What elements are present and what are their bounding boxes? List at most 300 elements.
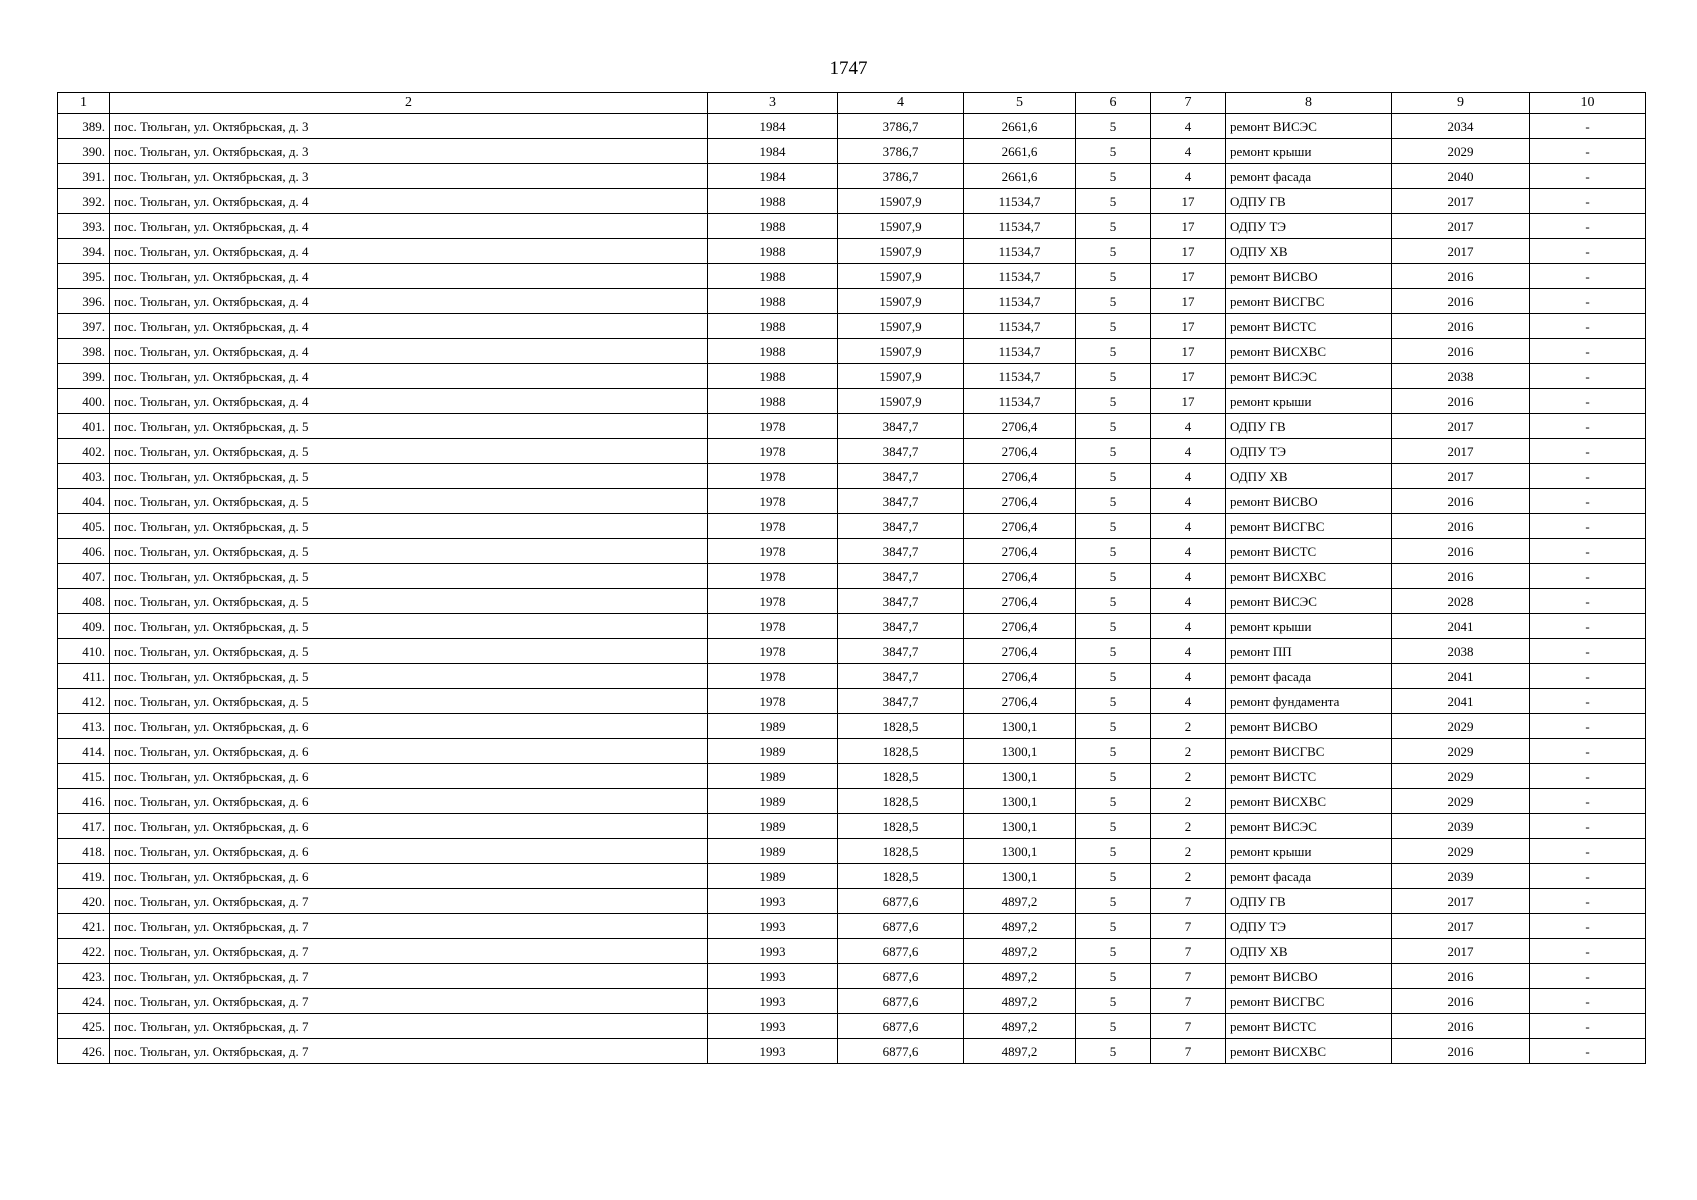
cell-address: пос. Тюльган, ул. Октябрьская, д. 5	[110, 439, 708, 464]
cell-planned-year: 2016	[1392, 514, 1530, 539]
cell-note: -	[1530, 764, 1646, 789]
cell-planned-year: 2029	[1392, 739, 1530, 764]
register-table	[57, 92, 1646, 1064]
cell-address: пос. Тюльган, ул. Октябрьская, д. 7	[110, 914, 708, 939]
cell-living-area: 2706,4	[964, 439, 1076, 464]
cell-year-built: 1989	[708, 714, 838, 739]
cell-row-number: 421.	[58, 914, 110, 939]
cell-living-area: 11534,7	[964, 214, 1076, 239]
cell-living-area: 1300,1	[964, 814, 1076, 839]
cell-living-area: 2661,6	[964, 139, 1076, 164]
cell-year-built: 1978	[708, 489, 838, 514]
cell-total-area: 15907,9	[838, 214, 964, 239]
cell-total-area: 3847,7	[838, 589, 964, 614]
cell-planned-year: 2041	[1392, 614, 1530, 639]
cell-planned-year: 2016	[1392, 964, 1530, 989]
cell-row-number: 422.	[58, 939, 110, 964]
cell-row-number: 400.	[58, 389, 110, 414]
cell-floors: 5	[1076, 289, 1151, 314]
cell-entrances: 4	[1151, 139, 1226, 164]
cell-floors: 5	[1076, 964, 1151, 989]
cell-floors: 5	[1076, 914, 1151, 939]
cell-total-area: 1828,5	[838, 789, 964, 814]
cell-address: пос. Тюльган, ул. Октябрьская, д. 5	[110, 639, 708, 664]
cell-year-built: 1978	[708, 539, 838, 564]
cell-year-built: 1993	[708, 1039, 838, 1064]
table-row	[58, 564, 1646, 589]
cell-total-area: 3847,7	[838, 489, 964, 514]
cell-note: -	[1530, 989, 1646, 1014]
cell-row-number: 403.	[58, 464, 110, 489]
cell-floors: 5	[1076, 639, 1151, 664]
table-row	[58, 914, 1646, 939]
cell-planned-year: 2040	[1392, 164, 1530, 189]
cell-living-area: 4897,2	[964, 989, 1076, 1014]
cell-entrances: 2	[1151, 714, 1226, 739]
cell-year-built: 1978	[708, 639, 838, 664]
cell-row-number: 401.	[58, 414, 110, 439]
cell-address: пос. Тюльган, ул. Октябрьская, д. 5	[110, 414, 708, 439]
cell-living-area: 4897,2	[964, 964, 1076, 989]
table-row	[58, 1039, 1646, 1064]
cell-living-area: 4897,2	[964, 939, 1076, 964]
cell-entrances: 17	[1151, 289, 1226, 314]
cell-planned-year: 2039	[1392, 864, 1530, 889]
cell-year-built: 1989	[708, 814, 838, 839]
cell-note: -	[1530, 639, 1646, 664]
cell-total-area: 3847,7	[838, 464, 964, 489]
cell-year-built: 1978	[708, 464, 838, 489]
cell-total-area: 6877,6	[838, 1014, 964, 1039]
cell-living-area: 1300,1	[964, 864, 1076, 889]
cell-row-number: 424.	[58, 989, 110, 1014]
cell-total-area: 15907,9	[838, 364, 964, 389]
column-header-9: 9	[1392, 93, 1530, 114]
cell-planned-year: 2016	[1392, 989, 1530, 1014]
cell-address: пос. Тюльган, ул. Октябрьская, д. 4	[110, 239, 708, 264]
cell-planned-year: 2028	[1392, 589, 1530, 614]
cell-entrances: 17	[1151, 214, 1226, 239]
cell-work-type: ремонт ВИСХВС	[1226, 564, 1392, 589]
table-row	[58, 289, 1646, 314]
cell-planned-year: 2034	[1392, 114, 1530, 139]
cell-address: пос. Тюльган, ул. Октябрьская, д. 3	[110, 114, 708, 139]
cell-living-area: 2706,4	[964, 664, 1076, 689]
cell-floors: 5	[1076, 364, 1151, 389]
cell-floors: 5	[1076, 539, 1151, 564]
cell-year-built: 1988	[708, 314, 838, 339]
cell-floors: 5	[1076, 839, 1151, 864]
cell-address: пос. Тюльган, ул. Октябрьская, д. 5	[110, 689, 708, 714]
cell-address: пос. Тюльган, ул. Октябрьская, д. 6	[110, 864, 708, 889]
cell-note: -	[1530, 739, 1646, 764]
cell-floors: 5	[1076, 989, 1151, 1014]
cell-note: -	[1530, 439, 1646, 464]
table-row	[58, 414, 1646, 439]
cell-entrances: 7	[1151, 1014, 1226, 1039]
cell-year-built: 1993	[708, 889, 838, 914]
cell-year-built: 1988	[708, 339, 838, 364]
cell-row-number: 397.	[58, 314, 110, 339]
cell-floors: 5	[1076, 714, 1151, 739]
register-body	[58, 114, 1646, 1064]
cell-planned-year: 2017	[1392, 464, 1530, 489]
cell-living-area: 11534,7	[964, 339, 1076, 364]
cell-year-built: 1984	[708, 139, 838, 164]
cell-living-area: 2706,4	[964, 689, 1076, 714]
cell-total-area: 1828,5	[838, 864, 964, 889]
cell-address: пос. Тюльган, ул. Октябрьская, д. 4	[110, 389, 708, 414]
cell-year-built: 1978	[708, 689, 838, 714]
cell-total-area: 1828,5	[838, 739, 964, 764]
cell-living-area: 1300,1	[964, 789, 1076, 814]
cell-row-number: 392.	[58, 189, 110, 214]
cell-address: пос. Тюльган, ул. Октябрьская, д. 6	[110, 764, 708, 789]
cell-living-area: 4897,2	[964, 1039, 1076, 1064]
cell-entrances: 7	[1151, 1039, 1226, 1064]
cell-row-number: 393.	[58, 214, 110, 239]
cell-floors: 5	[1076, 739, 1151, 764]
header-row	[58, 93, 1646, 114]
cell-total-area: 15907,9	[838, 289, 964, 314]
cell-entrances: 4	[1151, 614, 1226, 639]
cell-address: пос. Тюльган, ул. Октябрьская, д. 4	[110, 189, 708, 214]
cell-entrances: 17	[1151, 339, 1226, 364]
cell-total-area: 15907,9	[838, 264, 964, 289]
column-header-3: 3	[708, 93, 838, 114]
cell-address: пос. Тюльган, ул. Октябрьская, д. 5	[110, 564, 708, 589]
cell-planned-year: 2038	[1392, 364, 1530, 389]
cell-address: пос. Тюльган, ул. Октябрьская, д. 7	[110, 989, 708, 1014]
cell-planned-year: 2029	[1392, 139, 1530, 164]
cell-entrances: 4	[1151, 639, 1226, 664]
cell-work-type: ремонт ВИСХВС	[1226, 339, 1392, 364]
cell-year-built: 1988	[708, 189, 838, 214]
cell-total-area: 1828,5	[838, 839, 964, 864]
cell-row-number: 399.	[58, 364, 110, 389]
cell-address: пос. Тюльган, ул. Октябрьская, д. 4	[110, 289, 708, 314]
cell-total-area: 3847,7	[838, 614, 964, 639]
cell-floors: 5	[1076, 889, 1151, 914]
cell-living-area: 2706,4	[964, 539, 1076, 564]
column-header-8: 8	[1226, 93, 1392, 114]
cell-entrances: 7	[1151, 964, 1226, 989]
cell-work-type: ремонт ВИСВО	[1226, 489, 1392, 514]
cell-year-built: 1988	[708, 389, 838, 414]
cell-planned-year: 2029	[1392, 764, 1530, 789]
cell-year-built: 1978	[708, 514, 838, 539]
page-number: 1747	[829, 58, 868, 79]
cell-planned-year: 2016	[1392, 264, 1530, 289]
cell-entrances: 4	[1151, 464, 1226, 489]
cell-living-area: 4897,2	[964, 914, 1076, 939]
cell-living-area: 4897,2	[964, 1014, 1076, 1039]
cell-planned-year: 2017	[1392, 939, 1530, 964]
table-row	[58, 164, 1646, 189]
cell-living-area: 11534,7	[964, 239, 1076, 264]
cell-total-area: 15907,9	[838, 239, 964, 264]
table-row	[58, 1014, 1646, 1039]
cell-floors: 5	[1076, 389, 1151, 414]
cell-entrances: 17	[1151, 189, 1226, 214]
cell-note: -	[1530, 964, 1646, 989]
cell-work-type: ремонт крыши	[1226, 389, 1392, 414]
cell-row-number: 405.	[58, 514, 110, 539]
table-row	[58, 339, 1646, 364]
cell-total-area: 3847,7	[838, 514, 964, 539]
cell-row-number: 406.	[58, 539, 110, 564]
cell-note: -	[1530, 114, 1646, 139]
cell-address: пос. Тюльган, ул. Октябрьская, д. 7	[110, 964, 708, 989]
cell-living-area: 2706,4	[964, 614, 1076, 639]
cell-floors: 5	[1076, 239, 1151, 264]
table-row	[58, 314, 1646, 339]
cell-planned-year: 2016	[1392, 289, 1530, 314]
cell-floors: 5	[1076, 314, 1151, 339]
cell-work-type: ремонт ВИСТС	[1226, 314, 1392, 339]
cell-living-area: 2706,4	[964, 589, 1076, 614]
cell-note: -	[1530, 664, 1646, 689]
cell-work-type: ремонт крыши	[1226, 614, 1392, 639]
cell-entrances: 4	[1151, 689, 1226, 714]
cell-address: пос. Тюльган, ул. Октябрьская, д. 5	[110, 464, 708, 489]
cell-entrances: 4	[1151, 164, 1226, 189]
cell-note: -	[1530, 139, 1646, 164]
cell-planned-year: 2016	[1392, 539, 1530, 564]
cell-year-built: 1993	[708, 1014, 838, 1039]
cell-year-built: 1993	[708, 914, 838, 939]
cell-address: пос. Тюльган, ул. Октябрьская, д. 5	[110, 664, 708, 689]
cell-planned-year: 2016	[1392, 564, 1530, 589]
cell-floors: 5	[1076, 764, 1151, 789]
cell-note: -	[1530, 789, 1646, 814]
cell-total-area: 6877,6	[838, 939, 964, 964]
table-row	[58, 589, 1646, 614]
column-header-1: 1	[58, 93, 110, 114]
column-header-7: 7	[1151, 93, 1226, 114]
cell-total-area: 6877,6	[838, 889, 964, 914]
cell-row-number: 395.	[58, 264, 110, 289]
cell-living-area: 1300,1	[964, 739, 1076, 764]
cell-entrances: 17	[1151, 239, 1226, 264]
cell-total-area: 3847,7	[838, 689, 964, 714]
cell-year-built: 1989	[708, 764, 838, 789]
cell-row-number: 426.	[58, 1039, 110, 1064]
table-row	[58, 964, 1646, 989]
cell-planned-year: 2017	[1392, 439, 1530, 464]
cell-floors: 5	[1076, 464, 1151, 489]
cell-entrances: 4	[1151, 539, 1226, 564]
cell-entrances: 7	[1151, 989, 1226, 1014]
cell-planned-year: 2017	[1392, 214, 1530, 239]
cell-year-built: 1984	[708, 164, 838, 189]
cell-planned-year: 2029	[1392, 839, 1530, 864]
cell-year-built: 1978	[708, 664, 838, 689]
cell-total-area: 3847,7	[838, 414, 964, 439]
cell-planned-year: 2016	[1392, 389, 1530, 414]
cell-floors: 5	[1076, 514, 1151, 539]
cell-planned-year: 2016	[1392, 1039, 1530, 1064]
cell-living-area: 2661,6	[964, 114, 1076, 139]
cell-total-area: 3786,7	[838, 139, 964, 164]
cell-living-area: 2706,4	[964, 564, 1076, 589]
cell-entrances: 7	[1151, 939, 1226, 964]
cell-total-area: 6877,6	[838, 1039, 964, 1064]
table-row	[58, 764, 1646, 789]
cell-floors: 5	[1076, 1039, 1151, 1064]
cell-living-area: 2706,4	[964, 489, 1076, 514]
table-row	[58, 439, 1646, 464]
cell-note: -	[1530, 339, 1646, 364]
cell-planned-year: 2041	[1392, 689, 1530, 714]
cell-total-area: 3786,7	[838, 164, 964, 189]
cell-year-built: 1978	[708, 414, 838, 439]
cell-address: пос. Тюльган, ул. Октябрьская, д. 5	[110, 539, 708, 564]
cell-entrances: 2	[1151, 739, 1226, 764]
cell-floors: 5	[1076, 214, 1151, 239]
cell-row-number: 412.	[58, 689, 110, 714]
cell-year-built: 1978	[708, 614, 838, 639]
cell-floors: 5	[1076, 789, 1151, 814]
cell-address: пос. Тюльган, ул. Октябрьская, д. 6	[110, 714, 708, 739]
cell-entrances: 2	[1151, 789, 1226, 814]
cell-work-type: ОДПУ ГВ	[1226, 889, 1392, 914]
cell-work-type: ОДПУ ТЭ	[1226, 439, 1392, 464]
cell-entrances: 4	[1151, 489, 1226, 514]
table-row	[58, 239, 1646, 264]
column-header-2: 2	[110, 93, 708, 114]
cell-year-built: 1989	[708, 789, 838, 814]
cell-year-built: 1993	[708, 964, 838, 989]
cell-row-number: 425.	[58, 1014, 110, 1039]
cell-address: пос. Тюльган, ул. Октябрьская, д. 7	[110, 1014, 708, 1039]
cell-work-type: ремонт ВИСХВС	[1226, 789, 1392, 814]
cell-floors: 5	[1076, 814, 1151, 839]
cell-address: пос. Тюльган, ул. Октябрьская, д. 7	[110, 1039, 708, 1064]
cell-row-number: 407.	[58, 564, 110, 589]
cell-living-area: 1300,1	[964, 714, 1076, 739]
cell-address: пос. Тюльган, ул. Октябрьская, д. 5	[110, 514, 708, 539]
cell-floors: 5	[1076, 339, 1151, 364]
cell-note: -	[1530, 1039, 1646, 1064]
cell-row-number: 396.	[58, 289, 110, 314]
cell-row-number: 389.	[58, 114, 110, 139]
cell-work-type: ОДПУ ГВ	[1226, 414, 1392, 439]
cell-living-area: 4897,2	[964, 889, 1076, 914]
cell-floors: 5	[1076, 164, 1151, 189]
cell-row-number: 398.	[58, 339, 110, 364]
cell-address: пос. Тюльган, ул. Октябрьская, д. 6	[110, 814, 708, 839]
cell-work-type: ремонт ВИСГВС	[1226, 514, 1392, 539]
cell-year-built: 1978	[708, 439, 838, 464]
cell-entrances: 7	[1151, 914, 1226, 939]
cell-floors: 5	[1076, 589, 1151, 614]
cell-living-area: 11534,7	[964, 264, 1076, 289]
cell-address: пос. Тюльган, ул. Октябрьская, д. 6	[110, 839, 708, 864]
cell-living-area: 11534,7	[964, 389, 1076, 414]
cell-floors: 5	[1076, 564, 1151, 589]
cell-work-type: ОДПУ ХВ	[1226, 464, 1392, 489]
column-header-4: 4	[838, 93, 964, 114]
cell-note: -	[1530, 314, 1646, 339]
cell-work-type: ремонт фундамента	[1226, 689, 1392, 714]
cell-row-number: 415.	[58, 764, 110, 789]
cell-address: пос. Тюльган, ул. Октябрьская, д. 4	[110, 339, 708, 364]
cell-work-type: ремонт фасада	[1226, 164, 1392, 189]
cell-work-type: ремонт ВИСТС	[1226, 1014, 1392, 1039]
cell-note: -	[1530, 489, 1646, 514]
cell-work-type: ремонт ВИСЭС	[1226, 114, 1392, 139]
cell-total-area: 6877,6	[838, 964, 964, 989]
table-row	[58, 739, 1646, 764]
table-row	[58, 864, 1646, 889]
cell-note: -	[1530, 414, 1646, 439]
cell-total-area: 15907,9	[838, 339, 964, 364]
cell-address: пос. Тюльган, ул. Октябрьская, д. 5	[110, 489, 708, 514]
cell-living-area: 1300,1	[964, 839, 1076, 864]
cell-row-number: 409.	[58, 614, 110, 639]
cell-entrances: 2	[1151, 814, 1226, 839]
cell-planned-year: 2029	[1392, 714, 1530, 739]
cell-planned-year: 2016	[1392, 339, 1530, 364]
cell-total-area: 1828,5	[838, 814, 964, 839]
cell-floors: 5	[1076, 114, 1151, 139]
cell-row-number: 410.	[58, 639, 110, 664]
table-row	[58, 189, 1646, 214]
cell-year-built: 1988	[708, 364, 838, 389]
cell-row-number: 411.	[58, 664, 110, 689]
cell-year-built: 1978	[708, 564, 838, 589]
cell-total-area: 3847,7	[838, 639, 964, 664]
cell-floors: 5	[1076, 939, 1151, 964]
cell-living-area: 2706,4	[964, 464, 1076, 489]
cell-note: -	[1530, 714, 1646, 739]
cell-total-area: 15907,9	[838, 389, 964, 414]
cell-floors: 5	[1076, 614, 1151, 639]
cell-year-built: 1989	[708, 839, 838, 864]
cell-work-type: ремонт ВИСВО	[1226, 264, 1392, 289]
cell-floors: 5	[1076, 189, 1151, 214]
cell-note: -	[1530, 589, 1646, 614]
cell-note: -	[1530, 539, 1646, 564]
cell-row-number: 404.	[58, 489, 110, 514]
cell-row-number: 390.	[58, 139, 110, 164]
cell-entrances: 4	[1151, 439, 1226, 464]
cell-note: -	[1530, 464, 1646, 489]
table-row	[58, 889, 1646, 914]
cell-note: -	[1530, 839, 1646, 864]
cell-living-area: 2706,4	[964, 414, 1076, 439]
cell-work-type: ремонт крыши	[1226, 839, 1392, 864]
cell-note: -	[1530, 164, 1646, 189]
cell-living-area: 1300,1	[964, 764, 1076, 789]
cell-year-built: 1984	[708, 114, 838, 139]
cell-entrances: 4	[1151, 514, 1226, 539]
cell-work-type: ремонт фасада	[1226, 864, 1392, 889]
table-row	[58, 514, 1646, 539]
cell-floors: 5	[1076, 439, 1151, 464]
cell-note: -	[1530, 564, 1646, 589]
cell-note: -	[1530, 914, 1646, 939]
cell-row-number: 419.	[58, 864, 110, 889]
cell-note: -	[1530, 189, 1646, 214]
cell-living-area: 11534,7	[964, 289, 1076, 314]
cell-year-built: 1978	[708, 589, 838, 614]
table-row	[58, 839, 1646, 864]
cell-year-built: 1988	[708, 239, 838, 264]
table-row	[58, 939, 1646, 964]
cell-entrances: 17	[1151, 314, 1226, 339]
